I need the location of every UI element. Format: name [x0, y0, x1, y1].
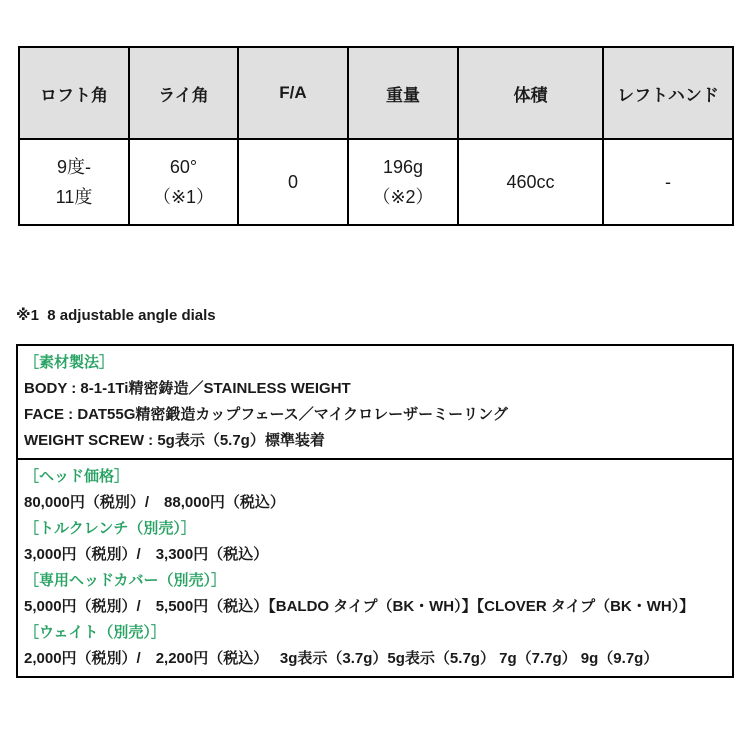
cell-volume	[458, 139, 603, 225]
header-volume: 体積	[458, 47, 603, 139]
header-left-hand: レフトハンド	[603, 47, 733, 139]
spec-table-data-row	[19, 139, 733, 225]
cell-fa	[238, 139, 348, 225]
spec-table-header-row	[19, 47, 733, 139]
cell-weight	[348, 139, 458, 225]
cell-weight-line1: 196g	[382, 157, 424, 177]
cell-fa-value: 0	[287, 172, 298, 192]
head-price-value: 80,000円（税別）/ 88,000円（税込）	[24, 494, 285, 511]
details-box	[16, 344, 734, 678]
cell-left-hand	[603, 139, 733, 225]
weight-option-price: 2,000円（税別）/ 2,200円（税込） 3g表示（3.7g）5g表示（5.7g） 7g（7.7g） 9g（9.7g）	[24, 650, 659, 667]
cell-lie-angle	[129, 139, 238, 225]
torque-wrench-price: 3,000円（税別）/ 3,300円（税込）	[24, 546, 269, 563]
head-price-heading: ［ヘッド価格］	[24, 468, 130, 485]
footnote-1: ※1 8 adjustable angle dials	[16, 307, 216, 324]
head-cover-price: 5,000円（税別）/ 5,500円（税込）【BALDO タイプ（BK・WH）】【CLOVER タイプ（BK・WH）】	[24, 598, 695, 615]
header-weight: 重量	[348, 47, 458, 139]
materials-weight-screw: WEIGHT SCREW : 5g表示（5.7g）標準装着	[24, 432, 325, 449]
cell-left-hand-value: -	[665, 172, 671, 192]
header-loft-angle: ロフト角	[19, 47, 129, 139]
spec-table	[18, 46, 734, 226]
materials-body: BODY : 8-1-1Ti精密鋳造／STAINLESS WEIGHT	[24, 380, 351, 397]
header-lie-angle: ライ角	[129, 47, 238, 139]
cell-loft-angle	[19, 139, 129, 225]
head-cover-heading: ［専用ヘッドカバー（別売）］	[24, 572, 227, 589]
cell-lie-line1: 60°	[169, 157, 198, 177]
materials-face: FACE : DAT55G精密鍛造カップフェース／マイクロレーザーミーリング	[24, 406, 508, 423]
materials-heading: ［素材製法］	[24, 354, 115, 371]
cell-volume-value: 460cc	[506, 172, 555, 192]
torque-wrench-heading: ［トルクレンチ（別売）］	[24, 520, 196, 537]
header-fa: F/A	[238, 47, 348, 139]
cell-loft-line2: 11度	[55, 187, 93, 207]
pricing-section	[18, 458, 732, 676]
weight-option-heading: ［ウェイト（別売）］	[24, 624, 166, 641]
cell-loft-line1: 9度-	[56, 157, 91, 177]
cell-weight-line2: （※2）	[372, 187, 434, 207]
cell-lie-line2: （※1）	[152, 187, 215, 207]
materials-section	[18, 346, 732, 458]
